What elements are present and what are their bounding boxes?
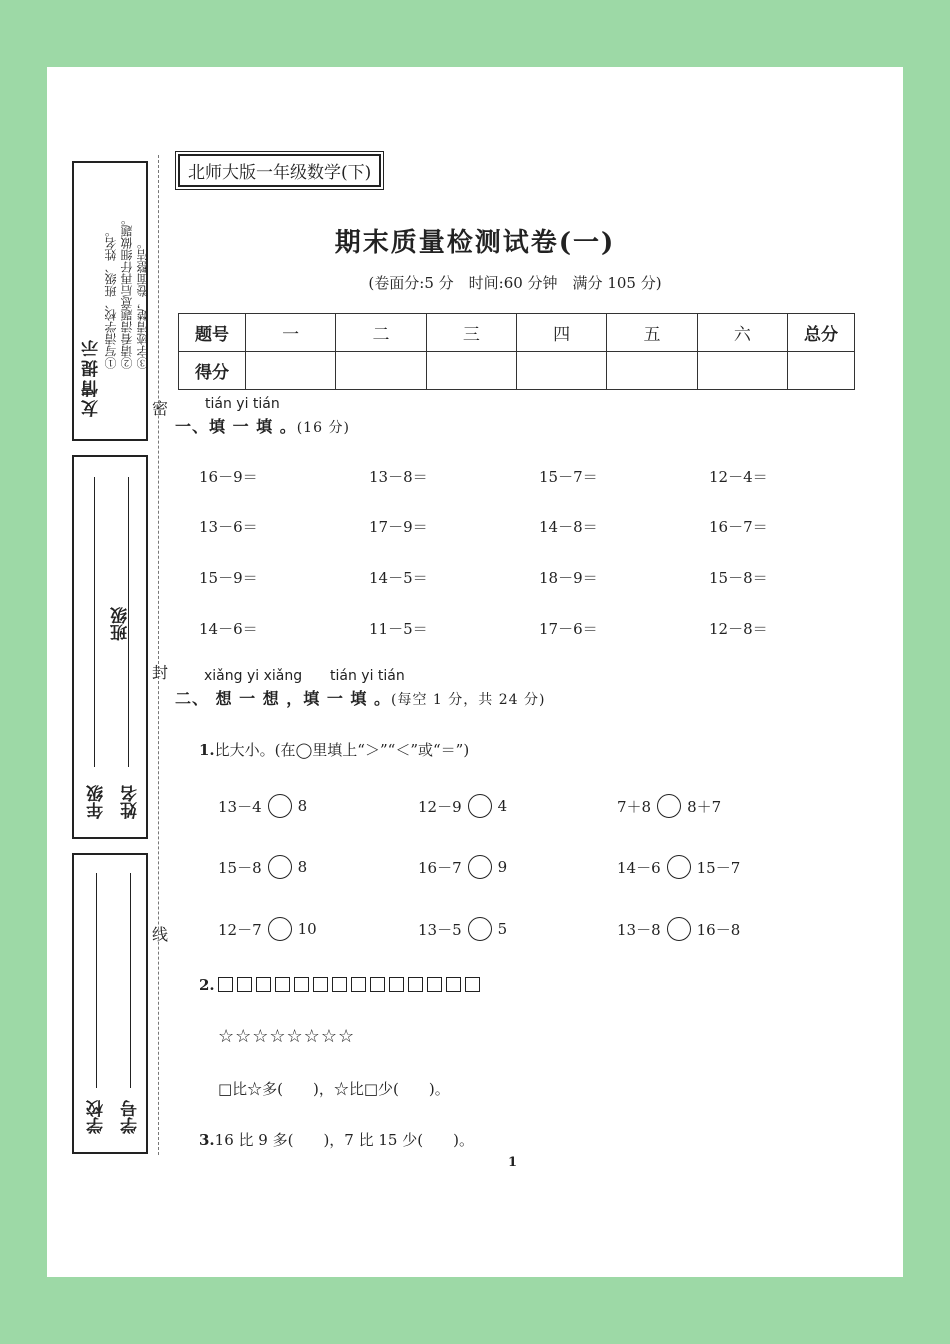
equation: 18－9＝: [539, 569, 598, 587]
square-box: [427, 977, 442, 992]
square-box: [218, 977, 233, 992]
square-box: [465, 977, 480, 992]
exam-subtitle: (卷面分:5 分 时间:60 分钟 满分 105 分): [368, 274, 662, 292]
score-cell[interactable]: [788, 352, 855, 390]
comparison-item: [218, 794, 307, 818]
comparison-right: 9: [497, 858, 508, 876]
equation: 17－9＝: [369, 518, 428, 536]
question-number: 1.: [199, 741, 215, 759]
score-cell[interactable]: [697, 352, 787, 390]
tip-line-1: ①写清学校、班级、姓名。: [104, 225, 118, 369]
square-row: [218, 977, 480, 992]
comparison-right: 8: [297, 858, 308, 876]
comparison-right: 10: [297, 920, 317, 938]
square-box: [275, 977, 290, 992]
comparison-item: [418, 917, 507, 941]
name-label: 姓名: [121, 785, 141, 819]
table-header-cell: 五: [607, 314, 697, 352]
answer-circle[interactable]: [268, 794, 292, 818]
answer-circle[interactable]: [667, 855, 691, 879]
binding-line: [158, 155, 159, 1155]
square-box: [351, 977, 366, 992]
section2-title: [175, 686, 545, 709]
equation: 11－5＝: [369, 620, 428, 638]
comparison-left: 13－4: [218, 797, 262, 816]
comparison-left: 12－7: [218, 920, 262, 939]
score-cell[interactable]: [426, 352, 516, 390]
name-line: [128, 477, 129, 767]
cut-mark-mi: 密: [152, 399, 169, 418]
question-3: [199, 1129, 474, 1150]
cut-mark-xian: 线: [152, 925, 169, 944]
table-header-cell: 总分: [788, 314, 855, 352]
equation: 13－6＝: [199, 518, 258, 536]
number-line: [130, 873, 131, 1088]
equation: 12－8＝: [709, 620, 768, 638]
question-3-text: 16 比 9 多( )，7 比 15 少( )。: [214, 1131, 474, 1149]
school-info-box: [72, 853, 148, 1154]
score-cell[interactable]: [246, 352, 336, 390]
question-number: 3.: [199, 1131, 215, 1149]
comparison-left: 16－7: [418, 858, 462, 877]
class-label: 班级: [108, 607, 133, 641]
comparison-left: 7＋8: [617, 797, 652, 816]
comparison-item: [617, 794, 721, 818]
table-header-cell: 四: [516, 314, 606, 352]
comparison-left: 14－6: [617, 858, 661, 877]
score-table-header-row: [179, 314, 855, 352]
comparison-right: 8＋7: [687, 797, 722, 816]
comparison-item: [617, 917, 740, 941]
table-header-cell: 题号: [179, 314, 246, 352]
tips-label: 友情提示: [82, 337, 102, 417]
comparison-right: 15－7: [696, 858, 741, 877]
comparison-item: [617, 855, 740, 879]
section2-pinyin-2: tián yi tián: [330, 668, 405, 684]
number-label: 学号: [121, 1100, 141, 1134]
equation: 17－6＝: [539, 620, 598, 638]
comparison-left: 13－8: [617, 920, 661, 939]
grade-label: 年级: [87, 785, 107, 819]
equation: 16－9＝: [199, 468, 258, 486]
exam-title: 期末质量检测试卷(一): [334, 228, 616, 258]
equation: 14－5＝: [369, 569, 428, 587]
equation: 14－8＝: [539, 518, 598, 536]
section2-pinyin-1: xiǎng yi xiǎng: [204, 668, 303, 684]
page-number: 1: [508, 1155, 518, 1170]
equation: 14－6＝: [199, 620, 258, 638]
square-box: [332, 977, 347, 992]
score-row-label: 得分: [179, 352, 246, 390]
answer-circle[interactable]: [468, 855, 492, 879]
score-cell[interactable]: [516, 352, 606, 390]
tip-line-2: ②请看清题意后再仔细做题。: [120, 213, 134, 369]
answer-circle[interactable]: [468, 917, 492, 941]
star-row: ☆☆☆☆☆☆☆☆: [218, 1026, 356, 1047]
section2-points: (每空 1 分，共 24 分): [391, 692, 546, 708]
student-info-box: [72, 455, 148, 839]
question-2-number: [199, 976, 215, 994]
comparison-left: 12－9: [418, 797, 462, 816]
score-cell[interactable]: [336, 352, 426, 390]
comparison-right: 4: [497, 797, 508, 815]
question-number: 2.: [199, 976, 215, 994]
square-box: [294, 977, 309, 992]
square-box: [256, 977, 271, 992]
grade-line: [94, 477, 95, 767]
equation: 12－4＝: [709, 468, 768, 486]
question-1-text: 比大小。(在◯里填上“＞”“＜”或“＝”): [214, 741, 470, 759]
answer-circle[interactable]: [657, 794, 681, 818]
answer-circle[interactable]: [268, 917, 292, 941]
cut-mark-feng: 封: [152, 663, 169, 682]
comparison-left: 13－5: [418, 920, 462, 939]
square-box: [237, 977, 252, 992]
question-2-text: □比☆多( )，☆比□少( )。: [218, 1080, 450, 1098]
comparison-item: [418, 794, 507, 818]
comparison-item: [218, 917, 317, 941]
table-header-cell: 三: [426, 314, 516, 352]
square-box: [446, 977, 461, 992]
score-table-score-row: [179, 352, 855, 390]
section1-pinyin: tián yi tián: [205, 396, 280, 412]
school-label: 学校: [87, 1100, 107, 1134]
answer-circle[interactable]: [468, 794, 492, 818]
square-box: [389, 977, 404, 992]
answer-circle[interactable]: [667, 917, 691, 941]
equation: 15－9＝: [199, 569, 258, 587]
equation: 13－8＝: [369, 468, 428, 486]
comparison-item: [218, 855, 307, 879]
comparison-right: 8: [297, 797, 308, 815]
series-tag: 北师大版一年级数学(下): [178, 154, 381, 187]
comparison-left: 15－8: [218, 858, 262, 877]
section1-points: (16 分): [296, 420, 350, 436]
equation: 15－8＝: [709, 569, 768, 587]
school-line: [96, 873, 97, 1088]
answer-circle[interactable]: [268, 855, 292, 879]
comparison-right: 5: [497, 920, 508, 938]
table-header-cell: 一: [246, 314, 336, 352]
table-header-cell: 六: [697, 314, 787, 352]
square-box: [313, 977, 328, 992]
square-box: [370, 977, 385, 992]
tips-box: [72, 161, 148, 441]
score-cell[interactable]: [607, 352, 697, 390]
section1-title: [175, 414, 350, 437]
section1-title-text: 一、填 一 填 。: [175, 417, 297, 436]
table-header-cell: 二: [336, 314, 426, 352]
question-1: [199, 739, 469, 760]
score-table: [178, 313, 855, 390]
section2-title-text: 二、 想 一 想 ，填 一 填 。: [175, 689, 391, 708]
tip-line-3: ③字迹清楚，卷面整洁。: [136, 237, 150, 369]
equation: 15－7＝: [539, 468, 598, 486]
square-box: [408, 977, 423, 992]
comparison-right: 16－8: [696, 920, 741, 939]
comparison-item: [418, 855, 507, 879]
equation: 16－7＝: [709, 518, 768, 536]
